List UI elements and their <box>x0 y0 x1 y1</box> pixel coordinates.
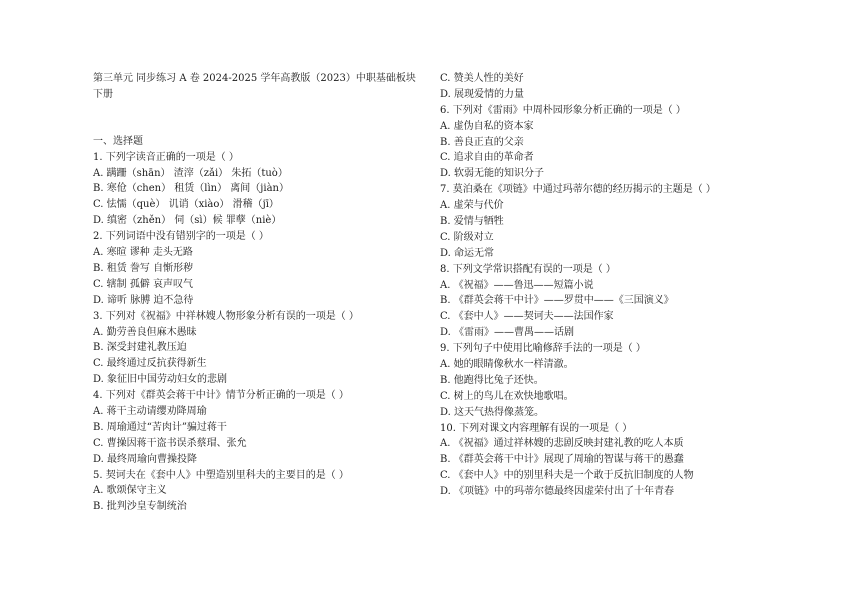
option-line: C. 《套中人》——契诃夫——法国作家 <box>440 311 614 323</box>
question-line: 2. 下列词语中没有错别字的一项是（ ） <box>93 231 269 243</box>
option-line: C. 阶级对立 <box>440 231 494 243</box>
option-line: B. 《群英会蒋干中计》——罗贯中——《三国演义》 <box>440 295 674 307</box>
option-line: A. 蹒跚（shān） 渣滓（zǎi） 朱拓（tuò） <box>93 167 288 179</box>
document-title: 第三单元 同步练习 A 卷 2024-2025 学年高教版（2023）中职基础板块下册 <box>93 73 416 100</box>
right-column <box>440 71 770 500</box>
option-line: B. 批判沙皇专制统治 <box>93 501 187 513</box>
option-line: A. 勤劳善良但麻木愚昧 <box>93 326 197 338</box>
spacer <box>93 103 423 134</box>
option-line: B. 寒伧（chen） 租赁（lìn） 离间（jiàn） <box>93 183 290 195</box>
option-line: A. 《祝福》通过祥林嫂的悲剧反映封建礼教的吃人本质 <box>440 438 684 450</box>
question-line: 8. 下列文学常识搭配有误的一项是（ ） <box>440 263 616 275</box>
option-line: C. 树上的鸟儿在欢快地歌唱。 <box>440 390 574 402</box>
option-line: D. 最终周瑜向曹操投降 <box>93 453 198 465</box>
option-line: A. 虚伪自私的资本家 <box>440 120 534 132</box>
option-line: B. 租赁 誊写 自惭形秽 <box>93 262 194 274</box>
option-line: B. 周瑜通过“苦肉计”骗过蒋干 <box>93 421 227 433</box>
option-line: B. 深受封建礼教压迫 <box>93 342 187 354</box>
question-line: 5. 契诃夫在《套中人》中塑造别里科夫的主要目的是（ ） <box>93 469 349 481</box>
option-line: A. 歌颂保守主义 <box>93 485 167 497</box>
option-line: D. 命运无常 <box>440 247 495 259</box>
option-line: C. 赞美人性的美好 <box>440 73 524 84</box>
option-line: B. 爱情与牺牲 <box>440 216 504 228</box>
question-line: 4. 下列对《群英会蒋干中计》情节分析正确的一项是（ ） <box>93 390 349 402</box>
left-column <box>93 71 423 515</box>
option-line: C. 《套中人》中的别里科夫是一个敢于反抗旧制度的人物 <box>440 470 694 482</box>
option-line: C. 追求自由的革命者 <box>440 152 534 164</box>
option-line: D. 软弱无能的知识分子 <box>440 168 545 180</box>
option-line: D. 《雷雨》——曹禺——话剧 <box>440 327 575 339</box>
option-line: D. 谛听 脉膊 迫不急待 <box>93 294 194 306</box>
option-line: C. 曹操因蒋干盗书误杀蔡瑁、张允 <box>93 437 247 449</box>
option-line: A. 寒暄 谬种 走头无路 <box>93 247 193 259</box>
option-line: A. 蒋干主动请缨劝降周瑜 <box>93 405 207 417</box>
option-line: A. 《祝福》——鲁迅——短篇小说 <box>440 279 594 291</box>
option-line: D. 这天气热得像蒸笼。 <box>440 406 545 418</box>
question-line: 1. 下列字读音正确的一项是（ ） <box>93 151 239 163</box>
option-line: D. 展现爱情的力量 <box>440 88 525 100</box>
option-line: C. 怯懦（què） 讥诮（xiào） 滑稽（jī） <box>93 199 279 211</box>
question-line: 7. 莫泊桑在《项链》中通过玛蒂尔德的经历揭示的主题是（ ） <box>440 184 716 196</box>
option-line: D. 象征旧中国劳动妇女的悲剧 <box>93 374 228 386</box>
option-line: D. 缜密（zhěn） 伺（sì）候 罪孽（niè） <box>93 215 282 227</box>
option-line: C. 辖制 孤僻 哀声叹气 <box>93 278 194 290</box>
question-line: 6. 下列对《雷雨》中周朴园形象分析正确的一项是（ ） <box>440 104 686 116</box>
option-line: A. 虚荣与代价 <box>440 200 504 212</box>
option-line: A. 她的眼睛像秋水一样清澈。 <box>440 359 574 371</box>
option-line: C. 最终通过反抗获得新生 <box>93 358 207 370</box>
question-line: 9. 下列句子中使用比喻修辞手法的一项是（ ） <box>440 343 646 355</box>
question-line: 10. 下列对课文内容理解有误的一项是（ ） <box>440 422 633 434</box>
option-line: D. 《项链》中的玛蒂尔德最终因虚荣付出了十年青春 <box>440 486 675 498</box>
option-line: B. 他跑得比兔子还快。 <box>440 374 544 386</box>
section-heading: 一、选择题 <box>93 135 143 147</box>
option-line: B. 《群英会蒋干中计》展现了周瑜的智谋与蒋干的愚蠢 <box>440 454 684 466</box>
option-line: B. 善良正直的父亲 <box>440 136 524 148</box>
question-line: 3. 下列对《祝福》中祥林嫂人物形象分析有误的一项是（ ） <box>93 310 359 322</box>
